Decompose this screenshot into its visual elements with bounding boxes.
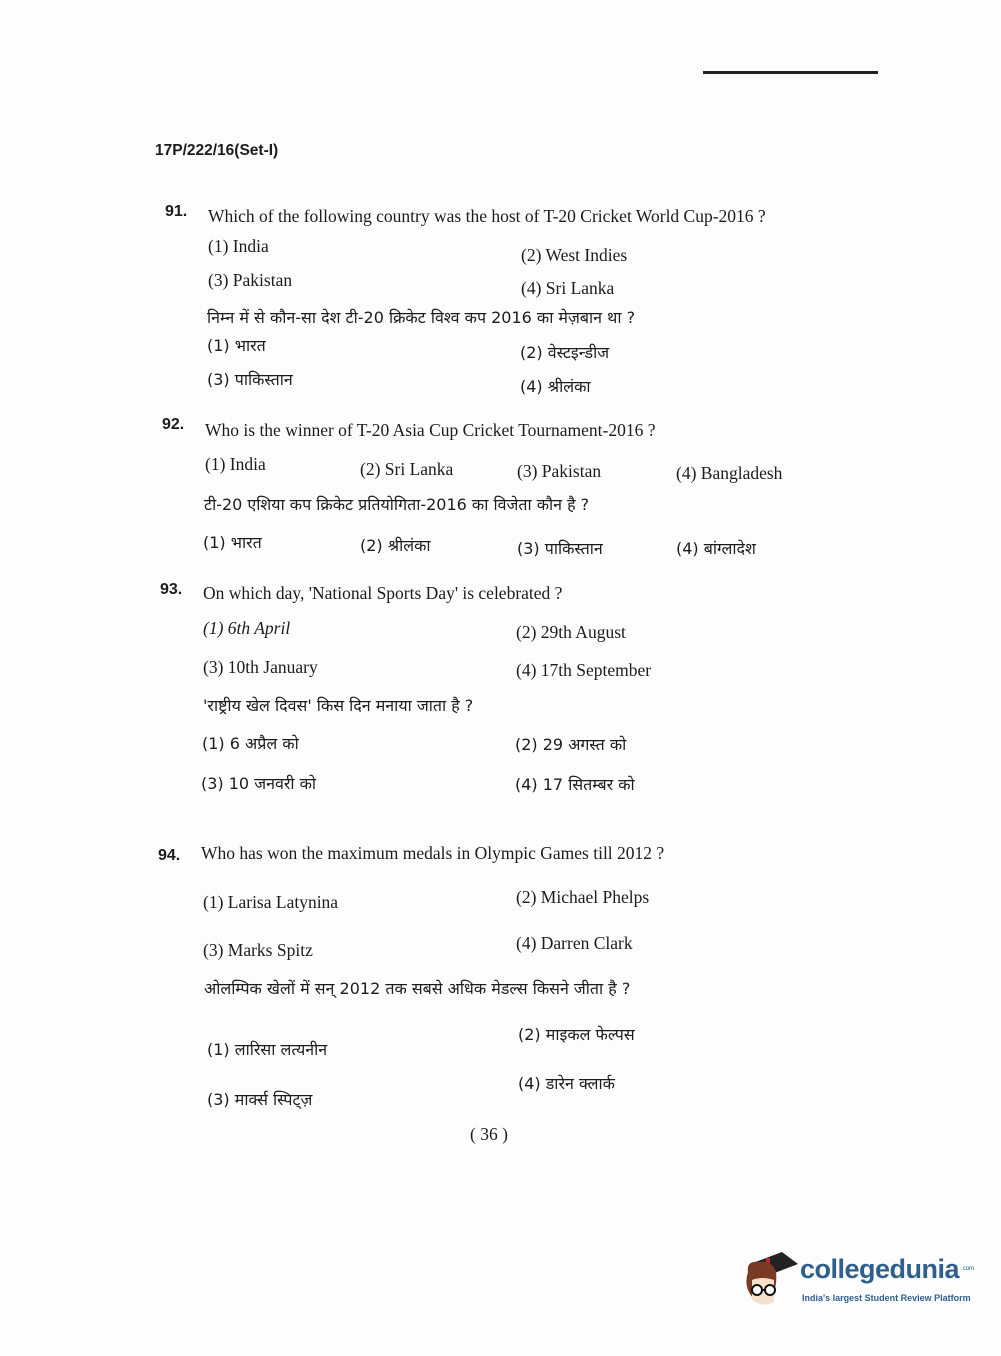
option: (1) India <box>208 236 269 256</box>
option-hindi: (4) 17 सितम्बर को <box>515 775 635 794</box>
option-hindi: (1) भारत <box>207 336 266 355</box>
question-text: Who has won the maximum medals in Olympic Games till 2012 ? <box>201 843 665 863</box>
option-hindi: (1) लारिसा लत्यनीन <box>207 1040 328 1059</box>
question-number: 92. <box>162 416 185 433</box>
option: (3) Pakistan <box>208 270 293 290</box>
option: (4) 17th September <box>516 660 652 680</box>
option: (1) India <box>205 454 266 474</box>
mascot-icon <box>742 1250 800 1312</box>
question-number: 93. <box>160 581 183 598</box>
option-hindi: (4) बांग्लादेश <box>676 539 756 558</box>
option: (3) 10th January <box>203 657 318 677</box>
option-hindi: (1) 6 अप्रैल को <box>202 734 299 753</box>
option-hindi: (1) भारत <box>203 533 262 552</box>
option-hindi: (2) 29 अगस्त को <box>515 735 627 754</box>
option: (3) Marks Spitz <box>203 940 313 960</box>
page-number: ( 36 ) <box>470 1124 508 1144</box>
question-text-hindi: टी-20 एशिया कप क्रिकेट प्रतियोगिता-2016 का विजेता कौन है ? <box>204 495 590 514</box>
option: (4) Darren Clark <box>516 933 633 953</box>
option-hindi: (4) श्रीलंका <box>520 377 591 396</box>
option-hindi: (3) पाकिस्तान <box>207 370 293 389</box>
option-hindi: (2) श्रीलंका <box>360 536 431 555</box>
option-hindi: (3) पाकिस्तान <box>517 539 603 558</box>
option: (4) Bangladesh <box>676 463 783 483</box>
brand-name: collegedunia <box>800 1254 960 1284</box>
option-hindi: (2) वेस्टइन्डीज <box>520 343 610 362</box>
option-hindi: (4) डारेन क्लार्क <box>518 1074 615 1093</box>
top-rule <box>703 71 878 74</box>
question-text-hindi: ओलम्पिक खेलों में सन् 2012 तक सबसे अधिक मेडल्स किसने जीता है ? <box>204 979 631 998</box>
option: (4) Sri Lanka <box>521 278 615 298</box>
option-hindi: (2) माइकल फेल्पस <box>518 1025 635 1044</box>
question-text: Which of the following country was the host of T-20 Cricket World Cup-2016 ? <box>208 206 766 226</box>
option: (3) Pakistan <box>517 461 602 481</box>
question-text-hindi: 'राष्ट्रीय खेल दिवस' किस दिन मनाया जाता है ? <box>203 696 474 715</box>
brand-tagline: India's largest Student Review Platform <box>802 1293 971 1303</box>
option-hindi: (3) 10 जनवरी को <box>201 774 317 793</box>
option-hindi: (3) मार्क्स स्पिट्ज़ <box>207 1090 313 1109</box>
option: (2) 29th August <box>516 622 626 642</box>
question-number: 94. <box>158 847 181 864</box>
option: (2) Sri Lanka <box>360 459 454 479</box>
question-text: On which day, 'National Sports Day' is celebrated ? <box>203 583 563 603</box>
option: (2) Michael Phelps <box>516 887 650 907</box>
question-number: 91. <box>165 203 188 220</box>
question-text-hindi: निम्न में से कौन-सा देश टी-20 क्रिकेट विश्व कप 2016 का मेज़बान था ? <box>207 308 636 327</box>
option: (1) Larisa Latynina <box>203 892 339 912</box>
brand-row <box>800 1256 974 1283</box>
option: (1) 6th April <box>203 618 291 638</box>
option: (2) West Indies <box>521 245 628 265</box>
brand-suffix: .com <box>961 1266 975 1272</box>
paper-code: 17P/222/16(Set-I) <box>155 142 279 159</box>
collegedunia-logo <box>742 1250 992 1312</box>
question-text: Who is the winner of T-20 Asia Cup Cricket Tournament-2016 ? <box>205 420 656 440</box>
